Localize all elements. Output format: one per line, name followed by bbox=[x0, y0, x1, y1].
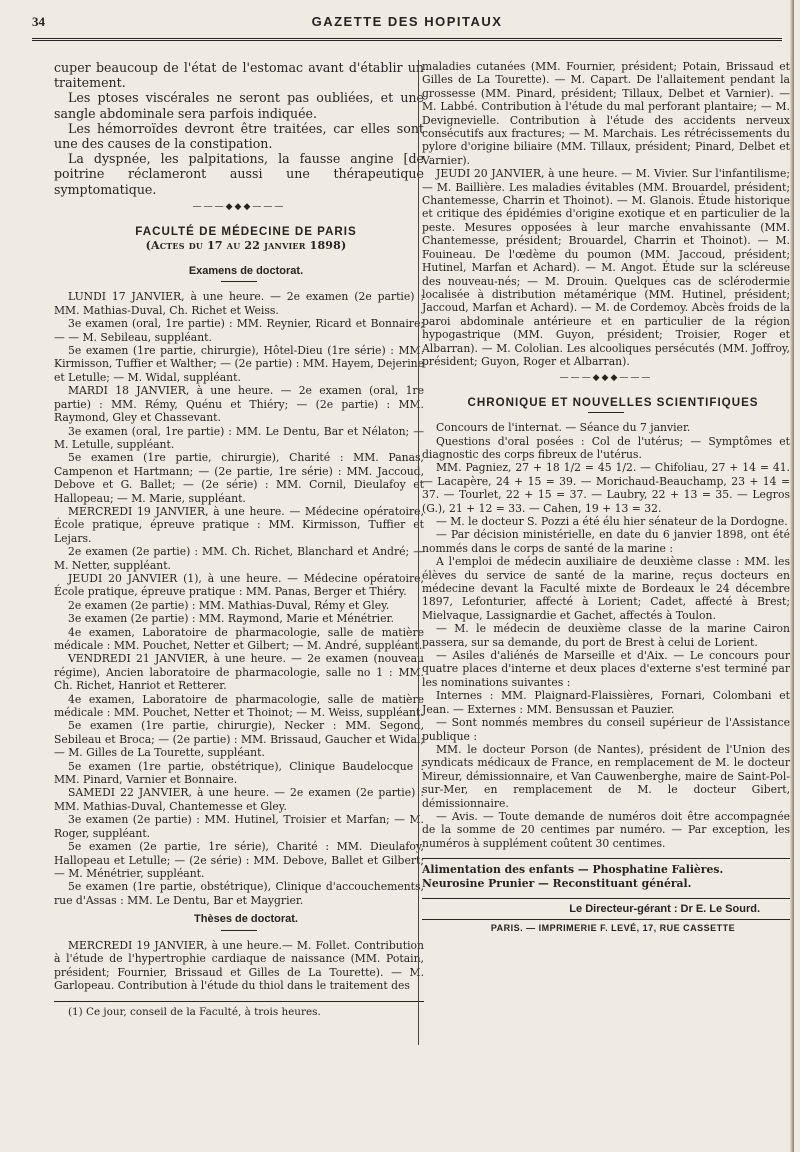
right-column bbox=[422, 60, 790, 936]
page-edge-shadow bbox=[790, 0, 794, 1152]
journal-title: GAZETTE DES HOPITAUX bbox=[311, 14, 503, 29]
exam-entry: 5e examen (1re partie, chirurgie), Hôtel-Dieu (1re série) : MM. Kirmisson, Tuffier et Walther; — (2e partie) : MM. Hayem, Dejerine et Letulle; — M. Widal, suppléant. bbox=[54, 344, 424, 384]
news-item: — Asiles d'aliénés de Marseille et d'Aix. — Le concours pour quatre places d'interne et deux places d'externe s'est terminé par les nominations suivantes : bbox=[422, 649, 790, 689]
ads-rule bbox=[422, 858, 790, 859]
page-number: 34 bbox=[32, 14, 45, 29]
column-divider bbox=[418, 60, 419, 1045]
ad-alimentation: Alimentation des enfants — Phosphatine Falières. bbox=[422, 863, 724, 877]
ornament-divider: ———◆◆◆——— bbox=[192, 201, 286, 212]
exam-entry: VENDREDI 21 JANVIER, à une heure. — 2e examen (nouveau régime), Ancien laboratoire de pharmacologie, salle no 1 : MM. Ch. Richet, Hanriot et Retterer. bbox=[54, 652, 424, 693]
header-rule bbox=[32, 38, 782, 41]
exam-entry: JEUDI 20 JANVIER (1), à une heure. — Médecine opératoire, École pratique, épreuve pratique : MM. Panas, Berger et Thiéry. bbox=[54, 571, 424, 599]
theses-paragraph: MERCREDI 19 JANVIER, à une heure.— M. Follet. Contribution à l'étude de l'hypertrophie cardiaque de naissance (MM. Potain, président; Fournier, Brissaud et Gilles de La Tourette). — M. Garlopeau. Contribution à l'étude du thiol dans le traitement des bbox=[54, 939, 424, 993]
exam-entry: 5e examen (1re partie, chirurgie), Necker : MM. Segond, Sebileau et Broca; — (2e partie) : MM. Brissaud, Gaucher et Widal; — M. Gilles de La Tourette, suppléant. bbox=[54, 719, 424, 760]
short-rule bbox=[221, 930, 257, 931]
exam-entry: 3e examen (2e partie) : MM. Hutinel, Troisier et Marfan; — M. Roger, suppléant. bbox=[54, 813, 424, 840]
exams-title: Examens de doctorat. bbox=[188, 264, 304, 277]
theses-continued: maladies cutanées (MM. Fournier, président; Potain, Brissaud et Gilles de La Tourette). — M. Capart. De l'allaitement pendant la grossesse (MM. Pinard, président; Tillaux, Delbet et Varnier). — M. Labbé. Contribution à l'étude du mal perforant plantaire; — M. Devignevielle. Contribution à l'étude des accidents nerveux consécutifs aux fractures; — M. Marchais. Les rétrécissements du pylore d'origine biliaire (MM. Tillaux, président; Pinard, Delbet et Varnier). bbox=[422, 60, 790, 167]
news-item: MM. Pagniez, 27 + 18 1/2 = 45 1/2. — Chifoliau, 27 + 14 = 41. — Lacapère, 24 + 15 = 39. — Morichaud-Beauchamp, 23 + 14 = 37. — Tourlet, 22 + 15 = 37. — Laubry, 22 + 13 = 35. — Legros (G.), 21 + 12 = 33. — Cahen, 19 + 13 = 32. bbox=[422, 461, 790, 515]
theses-title: Thèses de doctorat. bbox=[194, 913, 298, 926]
exam-entry: 3e examen (oral, 1re partie) : MM. Le Dentu, Bar et Nélaton; — M. Letulle, suppléant. bbox=[54, 424, 424, 451]
intro-paragraph-1: cuper beaucoup de l'état de l'estomac avant d'établir un traitement. bbox=[54, 60, 424, 91]
ornament-divider: ———◆◆◆——— bbox=[559, 373, 653, 384]
news-item: — M. le docteur S. Pozzi a été élu hier sénateur de la Dordogne. bbox=[436, 515, 788, 528]
exams-list bbox=[54, 290, 424, 907]
theses-thursday: JEUDI 20 JANVIER, à une heure. — M. Vivier. Sur l'infantilisme; — M. Baillière. Les maladies évitables (MM. Brouardel, président; Chantemesse, Charrin et Thoinot). — M. Glanois. Étude historique et critique des épidémies d'origine exotique et en particulier de la peste. Mesures opposées à leur marche envahissante (MM. Chantemesse, président; Brouardel, Charrin et Thoinot). — M. Fouineau. De l'œdème du poumon (MM. Jaccoud, président; Hutinel, Marfan et Achard). — M. Angot. Étude sur la scléreuse des nouveau-nés; — M. Drouin. Quelques cas de sclérodermie localisée à distribution métamérique (MM. Hutinel, président; Jaccoud, Marfan et Achard). — M. de Cordemoy. Abcès froids de la paroi abdominale antérieure et en particulier de la région hypogastrique (MM. Guyon, président; Troisier, Roger et Albarran). — M. Cololian. Les alcooliques persécutés (MM. Joffroy, président; Guyon, Roger et Albarran). bbox=[422, 167, 790, 368]
intro-paragraph-4: La dyspnée, les palpitations, la fausse angine [de poitrine réclameront aussi une thérapeutique symptomatique. bbox=[54, 151, 424, 197]
intro-paragraph-3: Les hémorroïdes devront être traitées, car elles sont une des causes de la constipation. bbox=[54, 120, 424, 152]
exam-entry: 3e examen (oral, 1re partie) : MM. Reynier, Ricard et Bonnaire; — — M. Sebileau, suppléant. bbox=[54, 317, 424, 344]
news-item: — M. le médecin de deuxième classe de la marine Cairon passera, sur sa demande, du port de Brest à celui de Lorient. bbox=[422, 622, 790, 649]
gerant-rule bbox=[422, 898, 790, 899]
exam-entry: 5e examen (2e partie, 1re série), Charité : MM. Dieulafoy, Hallopeau et Letulle; — (2e série) : MM. Debove, Ballet et Gilbert; — M. Ménétrier, suppléant. bbox=[54, 840, 424, 880]
printer-rule bbox=[422, 919, 790, 920]
exam-entry: 5e examen (1re partie, obstétrique), Clinique Baudelocque : MM. Pinard, Varnier et Bonnaire. bbox=[54, 759, 424, 787]
director-signature: Le Directeur-gérant : Dr E. Le Sourd. bbox=[569, 902, 760, 915]
short-rule bbox=[221, 281, 257, 282]
faculty-subtitle: (Actes du 17 au 22 janvier 1898) bbox=[145, 238, 347, 252]
exam-entry: 4e examen, Laboratoire de pharmacologie, salle de matière médicale : MM. Pouchet, Netter et Gilbert; — M. André, suppléant. bbox=[54, 625, 424, 653]
news-item: A l'emploi de médecin auxiliaire de deuxième classe : MM. les élèves du service de santé de la marine, reçus docteurs en médecine devant la Faculté mixte de Bordeaux le 24 décembre 1897, Lefonturier, affecté à Lorient; Cadet, affecté à Brest; Mielvaque, Lassignardie et Gachet, affectés à Toulon. bbox=[422, 555, 790, 622]
exam-entry: LUNDI 17 JANVIER, à une heure. — 2e examen (2e partie) : MM. Mathias-Duval, Ch. Richet et Weiss. bbox=[54, 290, 424, 317]
footnote: (1) Ce jour, conseil de la Faculté, à trois heures. bbox=[68, 1005, 321, 1018]
intro-paragraph-2: Les ptoses viscérales ne seront pas oubliées, et une sangle abdominale sera parfois indiquée. bbox=[54, 90, 424, 121]
ad-neurosine: Neurosine Prunier — Reconstituant général. bbox=[422, 876, 692, 890]
short-rule bbox=[588, 412, 624, 413]
exam-entry: 3e examen (2e partie) : MM. Raymond, Marie et Ménétrier. bbox=[68, 612, 394, 626]
news-item: Internes : MM. Plaignard-Flaissières, Fornari, Colombani et Jean. — Externes : MM. Bensussan et Pauzier. bbox=[422, 689, 790, 716]
news-item: Concours de l'internat. — Séance du 7 janvier. bbox=[436, 421, 691, 435]
footnote-rule bbox=[54, 1001, 424, 1002]
faculty-title: FACULTÉ DE MÉDECINE DE PARIS bbox=[135, 224, 357, 238]
exam-entry: 5e examen (1re partie, chirurgie), Charité : MM. Panas, Campenon et Hartmann; — (2e partie, 1re série) : MM. Jaccoud, Debove et G. Ballet; — (2e série) : MM. Cornil, Dieulafoy et Hallopeau; — M. Marie, suppléant. bbox=[54, 451, 424, 505]
page-header bbox=[32, 14, 782, 36]
news-item: — Sont nommés membres du conseil supérieur de l'Assistance publique : bbox=[422, 716, 790, 743]
exam-entry: 2e examen (2e partie) : MM. Ch. Richet, Blanchard et André; — M. Netter, suppléant. bbox=[54, 545, 424, 572]
printer-line: PARIS. — IMPRIMERIE F. LEVÉ, 17, RUE CASSETTE bbox=[490, 923, 736, 934]
left-column bbox=[54, 60, 424, 1019]
exam-entry: 4e examen, Laboratoire de pharmacologie, salle de matière médicale : MM. Pouchet, Netter et Thoinot; — M. Weiss, suppléant. bbox=[54, 692, 424, 720]
exam-entry: SAMEDI 22 JANVIER, à une heure. — 2e examen (2e partie) : MM. Mathias-Duval, Chantemesse et Gley. bbox=[54, 786, 424, 813]
news-item: — Par décision ministérielle, en date du 6 janvier 1898, ont été nommés dans le corps de santé de la marine : bbox=[422, 528, 790, 555]
exam-entry: MARDI 18 JANVIER, à une heure. — 2e examen (oral, 1re partie) : MM. Rémy, Quénu et Thiéry; — (2e partie) : MM. Raymond, Gley et Chassevant. bbox=[54, 384, 424, 425]
exam-entry: MERCREDI 19 JANVIER, à une heure. — Médecine opératoire, École pratique, épreuve pratique : MM. Kirmisson, Tuffier et Lejars. bbox=[54, 504, 424, 545]
exam-entry: 5e examen (1re partie, obstétrique), Clinique d'accouchements, rue d'Assas : MM. Le Dentu, Bar et Maygrier. bbox=[54, 880, 424, 907]
news-item: — Avis. — Toute demande de numéros doit être accompagnée de la somme de 20 centimes par numéro. — Par exception, les numéros à supplément coûtent 30 centimes. bbox=[422, 809, 790, 850]
news-item: Questions d'oral posées : Col de l'utérus; — Symptômes et diagnostic des corps fibreux de l'utérus. bbox=[422, 434, 790, 461]
chronique-title: CHRONIQUE ET NOUVELLES SCIENTIFIQUES bbox=[467, 395, 759, 409]
exam-entry: 2e examen (2e partie) : MM. Mathias-Duval, Rémy et Gley. bbox=[68, 598, 390, 612]
news-item: MM. le docteur Porson (de Nantes), président de l'Union des syndicats médicaux de France, en remplacement de M. le docteur Mireur, démissionnaire, et Van Cauwenberghe, maire de Saint-Pol-sur-Mer, en remplacement de M. le docteur Gibert, démissionnaire. bbox=[422, 742, 790, 810]
